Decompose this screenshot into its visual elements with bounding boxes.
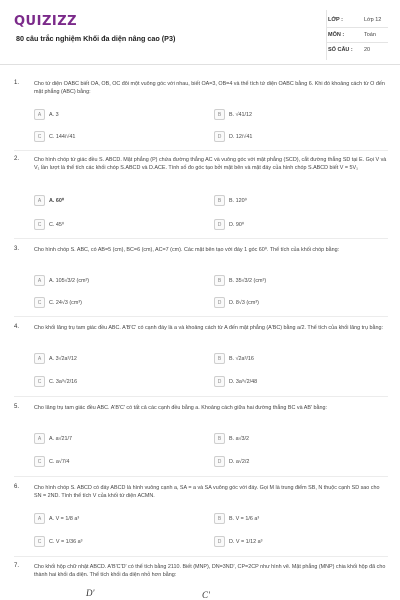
question-text: Cho hình chóp tứ giác đều S. ABCD. Mặt phẳng (P) chứa đường thẳng AC và vuông góc với mặt phẳng (SCD), cắt đường thẳng SD tại E. Gọi V và V₁ lần lượt là thể tích các khối chóp S.ABCD và D.ACE. Tính số đo góc tạo bởi mặt bên và mặt đáy của hình chóp S.ABCD biết V = 5V₁ xyxy=(34,157,387,172)
option-text: C. 144/√41 xyxy=(49,133,76,140)
option-key: D xyxy=(214,376,225,387)
question-number: 3. xyxy=(14,246,20,252)
question-text: Cho lăng trụ tam giác đều ABC. A'B'C' có tất cả các cạnh đều bằng a. Khoảng cách giữa hai đường thẳng BC và AB' bằng: xyxy=(34,405,327,411)
option-a[interactable] xyxy=(34,432,212,445)
page-title: 80 câu trắc nghiệm Khối đa diện nâng cao (P3) xyxy=(16,34,176,43)
option-text: B. 120⁰ xyxy=(229,197,247,204)
question-number: 2. xyxy=(14,156,20,162)
option-c[interactable] xyxy=(34,535,212,548)
question-number: 1. xyxy=(14,80,20,86)
option-key: A xyxy=(34,275,45,286)
option-key: D xyxy=(214,131,225,142)
question-number: 6. xyxy=(14,484,20,490)
option-text: C. a√7/4 xyxy=(49,458,70,465)
option-key: C xyxy=(34,219,45,230)
option-text: B. √41/12 xyxy=(229,111,253,118)
option-key: A xyxy=(34,353,45,364)
option-c[interactable] xyxy=(34,296,212,309)
question-text: Cho hình chóp S. ABCD có đáy ABCD là hình vuông cạnh a, SA = a và SA vuông góc với đáy. Gọi M là trung điểm SB, N thuộc cạnh SD sao cho SN = 2ND. Tính thể tích V của khối tứ diện ACMN. xyxy=(34,485,380,500)
option-text: A. 60⁰ xyxy=(49,197,65,204)
header-rule xyxy=(0,64,400,65)
option-d[interactable] xyxy=(214,130,392,143)
option-d[interactable] xyxy=(214,375,392,388)
quizizz-logo: QUIZIZZ xyxy=(14,14,78,29)
option-a[interactable] xyxy=(34,352,212,365)
question-separator xyxy=(14,238,388,239)
option-text: B. 35√3/2 (cm³) xyxy=(229,277,267,284)
option-key: A xyxy=(34,109,45,120)
option-key: B xyxy=(214,513,225,524)
option-key: B xyxy=(214,433,225,444)
option-key: A xyxy=(34,195,45,206)
option-text: B. a√3/2 xyxy=(229,435,250,442)
option-text: D. a√2/2 xyxy=(229,458,250,465)
option-text: D. 3a³√2/48 xyxy=(229,378,258,385)
option-b[interactable] xyxy=(214,512,392,525)
option-text: A. a√21/7 xyxy=(49,435,73,442)
option-key: C xyxy=(34,376,45,387)
question-separator xyxy=(14,150,388,151)
option-b[interactable] xyxy=(214,352,392,365)
option-key: A xyxy=(34,433,45,444)
option-d[interactable] xyxy=(214,296,392,309)
option-key: A xyxy=(34,513,45,524)
meta-divider xyxy=(326,42,388,43)
option-a[interactable] xyxy=(34,194,212,207)
option-key: D xyxy=(214,297,225,308)
option-d[interactable] xyxy=(214,455,392,468)
option-text: B. V = 1/6 a³ xyxy=(229,515,260,522)
option-key: C xyxy=(34,131,45,142)
question-separator xyxy=(14,316,388,317)
option-text: C. 45⁰ xyxy=(49,221,65,228)
option-key: B xyxy=(214,109,225,120)
option-text: D. 8√3 (cm³) xyxy=(229,299,259,306)
meta-class-value: Lớp 12 xyxy=(364,17,382,23)
option-text: A. 3 xyxy=(49,111,59,118)
option-text: D. V = 1/12 a³ xyxy=(229,538,263,545)
option-c[interactable] xyxy=(34,375,212,388)
question-separator xyxy=(14,476,388,477)
option-d[interactable] xyxy=(214,535,392,548)
option-key: B xyxy=(214,353,225,364)
option-b[interactable] xyxy=(214,432,392,445)
option-c[interactable] xyxy=(34,455,212,468)
question-text: Cho hình chóp S. ABC, có AB=5 (cm), BC=6 (cm), AC=7 (cm). Các mặt bên tạo với đáy 1 góc 60⁰. Thể tích của khối chóp bằng: xyxy=(34,247,340,253)
option-b[interactable] xyxy=(214,194,392,207)
option-text: D. 12/√41 xyxy=(229,133,253,140)
meta-class-label: LỚP : xyxy=(328,17,343,23)
option-key: C xyxy=(34,536,45,547)
meta-count-value: 20 xyxy=(364,47,371,53)
option-b[interactable] xyxy=(214,108,392,121)
option-c[interactable] xyxy=(34,218,212,231)
option-text: C. V = 1/36 a³ xyxy=(49,538,83,545)
question-number: 4. xyxy=(14,324,20,330)
question-text: Cho khối lăng trụ tam giác đều ABC. A'B'C' có cạnh đáy là a và khoảng cách từ A đến mặt phẳng (A'BC) bằng a/2. Thể tích của khối lăng trụ bằng: xyxy=(34,325,383,331)
figure-label-d-prime: D' xyxy=(86,588,95,598)
question-number: 7. xyxy=(14,563,20,569)
meta-subject-value: Toán xyxy=(364,32,376,38)
figure-label-c-prime: C' xyxy=(202,590,210,600)
question-separator xyxy=(14,396,388,397)
option-text: A. 105√3/2 (cm³) xyxy=(49,277,90,284)
option-a[interactable] xyxy=(34,108,212,121)
option-b[interactable] xyxy=(214,274,392,287)
meta-count-label: SỐ CÂU : xyxy=(328,47,353,53)
question-number: 5. xyxy=(14,404,20,410)
header xyxy=(0,0,400,66)
question-separator xyxy=(14,556,388,557)
meta-divider xyxy=(326,27,388,28)
meta-divider xyxy=(326,10,327,60)
option-text: A. V = 1/8 a³ xyxy=(49,515,80,522)
option-c[interactable] xyxy=(34,130,212,143)
meta-subject-label: MÔN : xyxy=(328,32,345,38)
option-key: C xyxy=(34,456,45,467)
option-key: D xyxy=(214,536,225,547)
option-key: B xyxy=(214,195,225,206)
option-text: C. 24√3 (cm³) xyxy=(49,299,82,306)
option-text: D. 90⁰ xyxy=(229,221,245,228)
question-text: Cho khối hộp chữ nhật ABCD. A'B'C'D' có thể tích bằng 2110. Biết (MNP), DN=3ND', CP=2CP như hình vẽ. Mặt phẳng (MNP) chia khối hộp đã cho thành hai khối đa diện. Thể tích khối đa diện nhỏ hơn bằng: xyxy=(34,564,386,579)
option-a[interactable] xyxy=(34,512,212,525)
option-key: D xyxy=(214,219,225,230)
option-key: B xyxy=(214,275,225,286)
option-key: D xyxy=(214,456,225,467)
option-key: C xyxy=(34,297,45,308)
option-d[interactable] xyxy=(214,218,392,231)
option-text: C. 3a³√2/16 xyxy=(49,378,78,385)
option-text: B. √2a³/16 xyxy=(229,355,254,362)
option-text: A. 3√2a³/12 xyxy=(49,355,77,362)
question-text: Cho tứ diện OABC biết OA, OB, OC đôi một vuông góc với nhau, biết OA=3, OB=4 và thể tích tứ diện OABC bằng 6. Khi đó khoảng cách từ O đến mặt phẳng (ABC) bằng: xyxy=(34,81,385,96)
option-a[interactable] xyxy=(34,274,212,287)
